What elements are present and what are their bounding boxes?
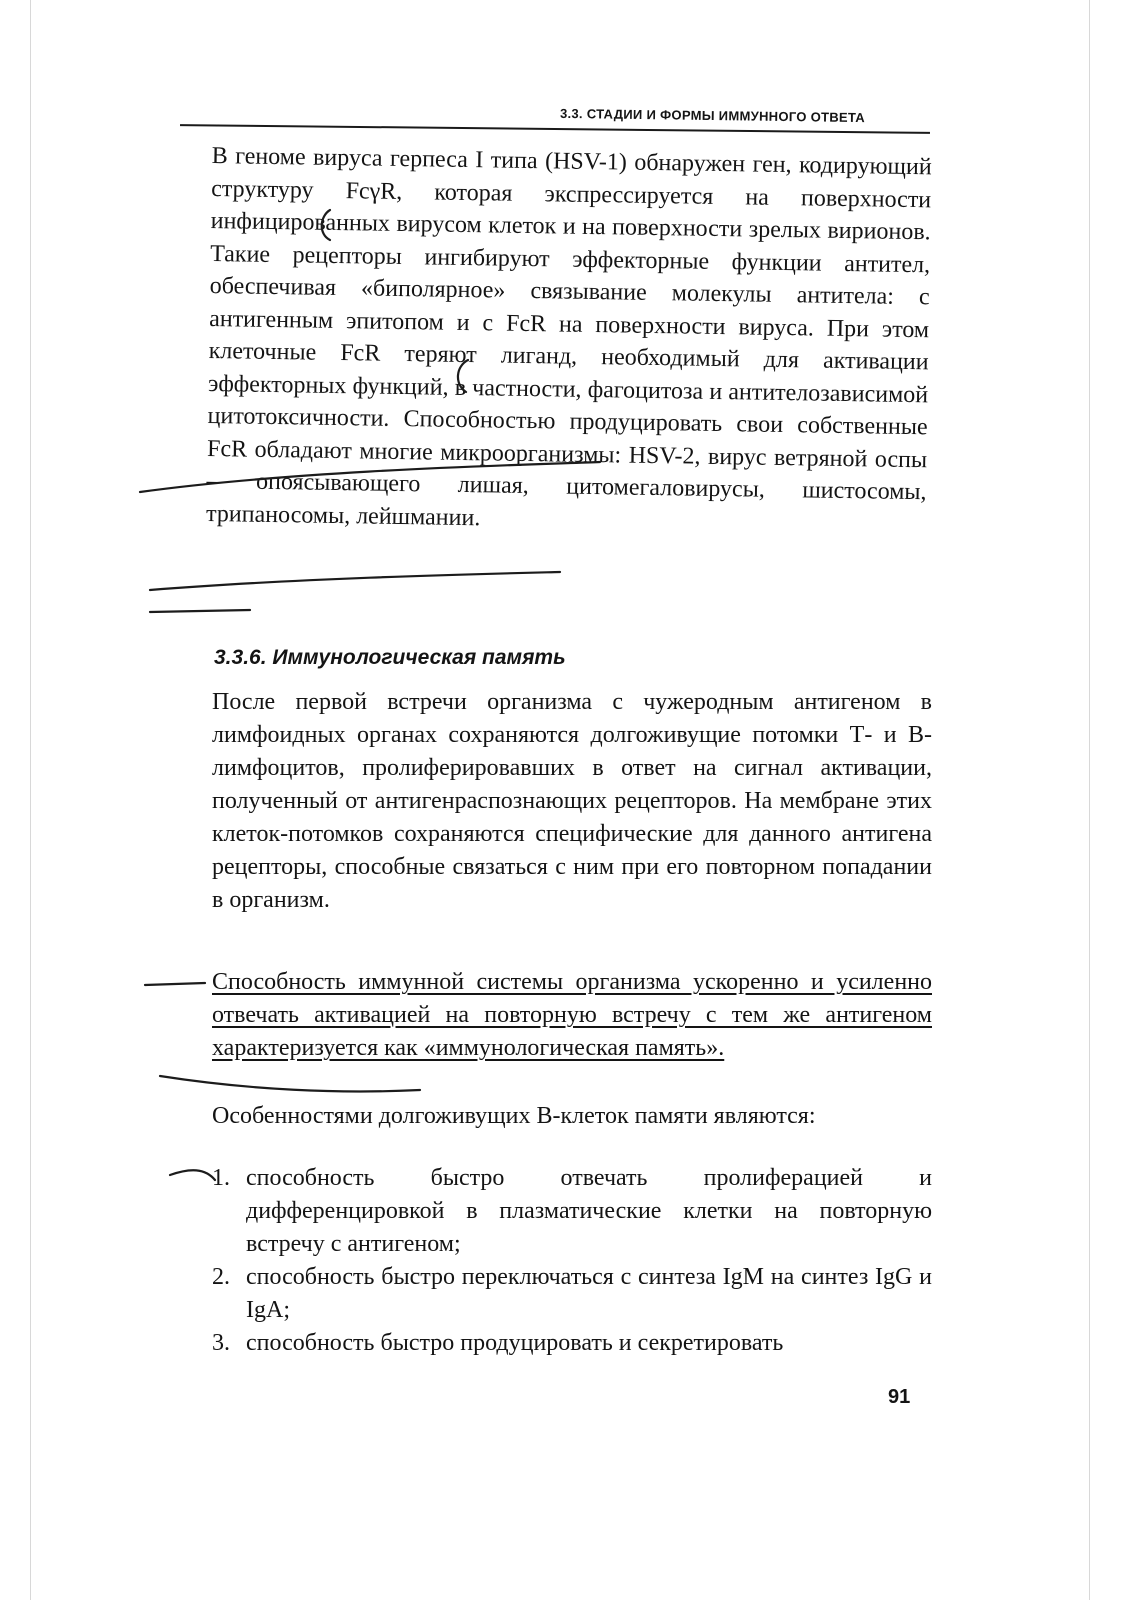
list-item-text: способность быстро отвечать пролиферацией и дифференцировкой в плазматические клетки на повторную встречу с антигеном; [246,1165,932,1257]
pen-underline [150,572,560,590]
pen-underline [160,1076,420,1091]
list-item-text: способность быстро продуцировать и секретировать [246,1330,784,1356]
pen-underline [170,1170,215,1180]
pen-underline [140,462,600,492]
list-item-number: 1. [212,1165,230,1191]
pen-underline [150,610,250,612]
pen-bracket [322,210,330,240]
pen-bracket [458,360,468,392]
paragraph-text: В геноме вируса герпеса I типа (HSV-1) обнаружен ген, кодирующий структуру FcγR, которая экспрессируется на поверхности инфицированных вирусом клеток и на поверхности зрелых вирионов. Такие рецепторы ингибируют эффекторные функции антител, обеспечивая «биполярное» связывание молекулы антитела: с антигенным эпитопом и с FcR на поверхности вируса. При этом клеточные FcR теряют лиганд, необходимый для активации эффекторных функций, в частности, фагоцитоза и антителозависимой цитотоксичности. Способностью продуцировать свои собственные FcR обладают многие микроорганизмы: HSV-2, вирус ветряной оспы – опоясывающего лишая, цитомегаловирусы, шистосомы, трипаносомы, лейшмании. [205,142,932,531]
section-heading: 3.3.6. Иммунологическая память [214,646,566,669]
list-item-number: 2. [212,1264,230,1290]
paragraph-text: Особенностями долгоживущих В-клеток памяти являются: [212,1103,816,1129]
pen-underline [145,983,205,985]
paragraph-text: Способность иммунной системы организма ускоренно и усиленно отвечать активацией на повторную встречу с тем же антигеном характеризуется как «иммунологическая память». [212,969,932,1061]
running-title: 3.3. СТАДИИ И ФОРМЫ ИММУННОГО ОТВЕТА [559,105,866,126]
list-item-text: способность быстро переключаться с синтеза IgM на синтез IgG и IgA; [246,1264,932,1323]
list-item-number: 3. [212,1330,230,1356]
paragraph-text: После первой встречи организма с чужеродным антигеном в лимфоидных органах сохраняются долгоживущие потомки Т- и В-лимфоцитов, пролиферировавших в ответ на сигнал активации, полученный от антигенраспознающих рецепторов. На мембране этих клеток-потомков сохраняются специфические для данного антигена рецепторы, способные связаться с ним при его повторном попадании в организм. [212,689,932,913]
page-number: 91 [888,1386,911,1408]
